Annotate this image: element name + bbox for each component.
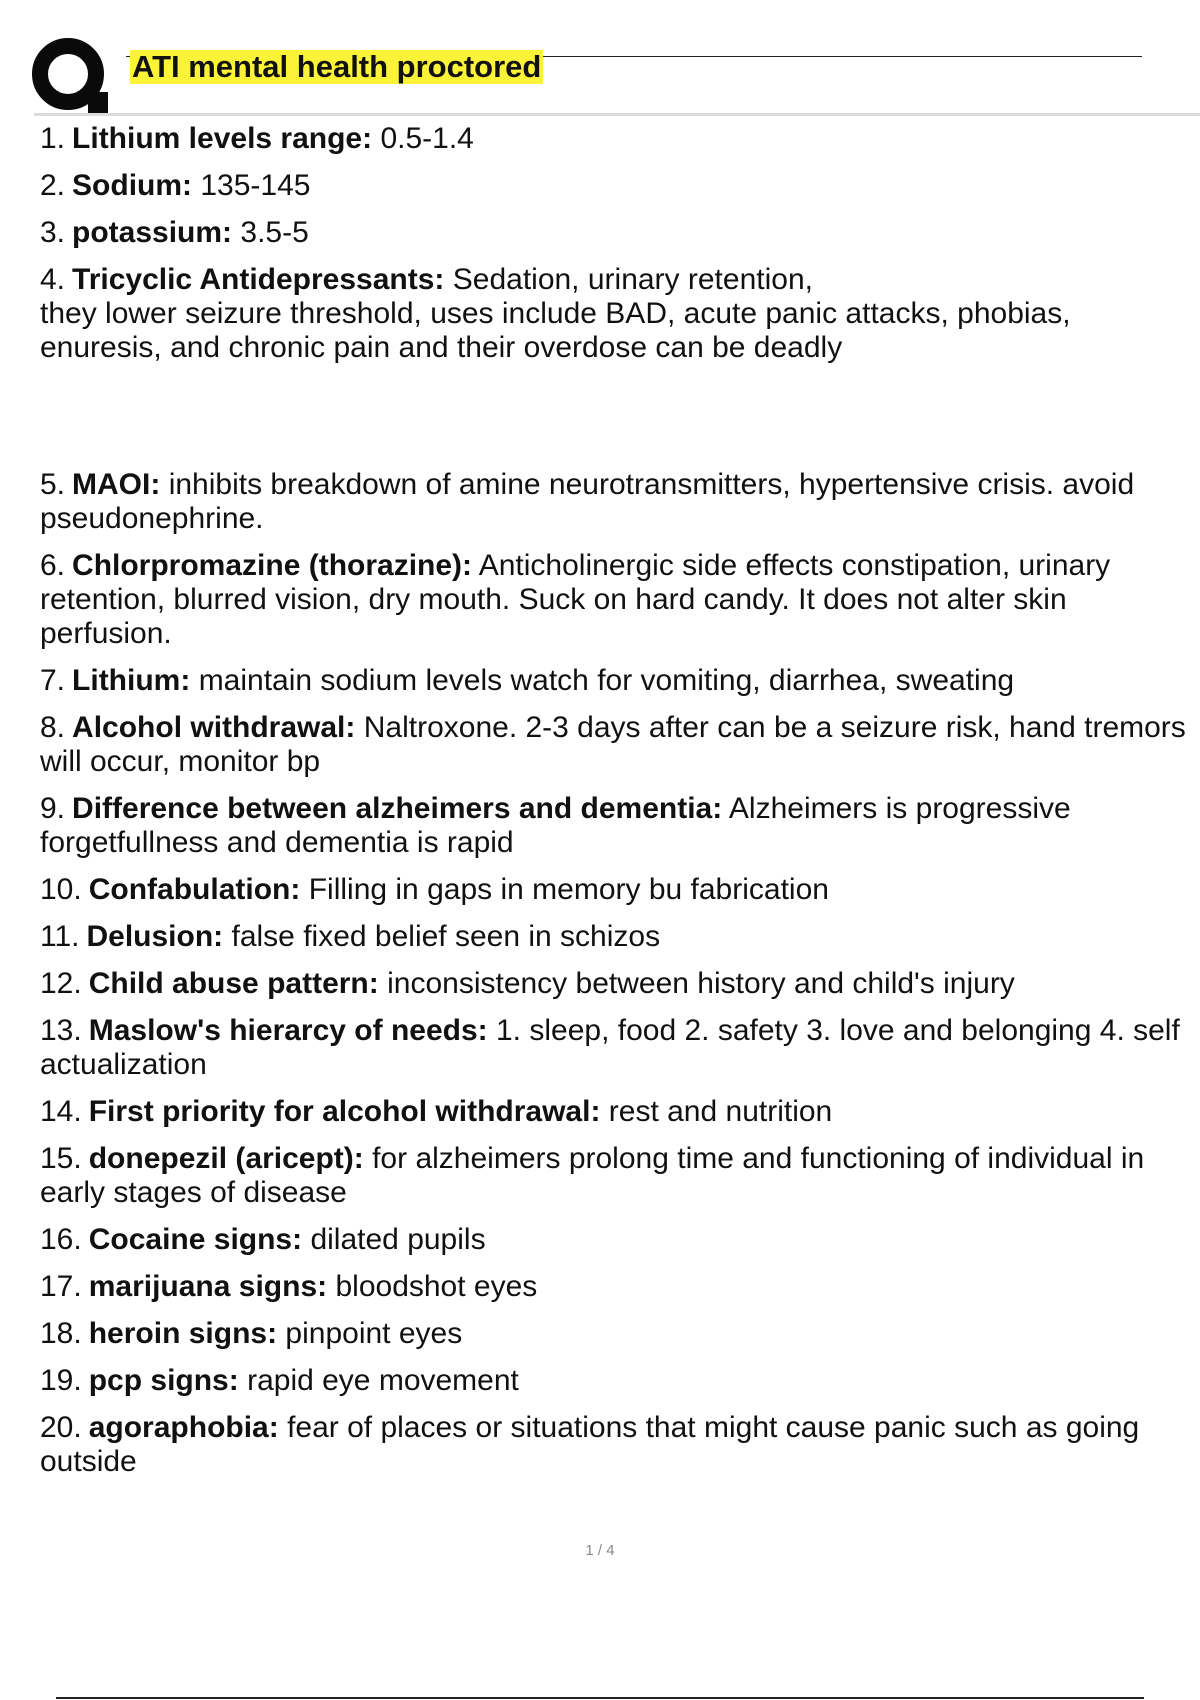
item-number: 3. — [40, 216, 66, 249]
item-term: agoraphobia: — [88, 1411, 279, 1444]
list-item — [40, 873, 1192, 907]
item-definition: dilated pupils — [310, 1223, 486, 1256]
item-term: Sodium: — [72, 169, 193, 202]
item-term: donepezil (aricept): — [88, 1142, 364, 1175]
item-definition: Sedation, urinary retention, they lower seizure threshold, uses include BAD, acute panic attacks, phobias, enuresis, and chronic pain and their overdose can be deadly — [40, 263, 1071, 364]
header-divider — [34, 113, 1200, 116]
item-term: Lithium: — [72, 664, 191, 697]
item-term: pcp signs: — [88, 1364, 239, 1397]
item-number: 11. — [40, 920, 80, 953]
list-item — [40, 1317, 1192, 1351]
list-item — [40, 1223, 1192, 1257]
item-term: Chlorpromazine (thorazine): — [72, 549, 473, 582]
item-number: 9. — [40, 792, 66, 825]
item-term: First priority for alcohol withdrawal: — [88, 1095, 601, 1128]
page-number: 1 / 4 — [585, 1542, 615, 1559]
item-number: 4. — [40, 263, 66, 296]
item-definition: 0.5-1.4 — [380, 122, 474, 155]
item-definition: Alzheimers is progressive forgetfullness and dementia is rapid — [40, 792, 1071, 859]
item-number: 19. — [40, 1364, 82, 1397]
list-item — [40, 549, 1192, 651]
list-item — [40, 1014, 1192, 1082]
item-definition: inconsistency between history and child's injury — [387, 967, 1015, 1000]
item-definition: 1. sleep, food 2. safety 3. love and belonging 4. self actualization — [40, 1014, 1180, 1081]
list-item — [40, 1095, 1192, 1129]
item-term: marijuana signs: — [88, 1270, 328, 1303]
item-number: 1. — [40, 122, 66, 155]
list-item — [40, 711, 1192, 779]
item-number: 15. — [40, 1142, 82, 1175]
item-definition: Filling in gaps in memory bu fabrication — [308, 873, 829, 906]
item-number: 16. — [40, 1223, 82, 1256]
list-item — [40, 263, 1192, 365]
item-term: Alcohol withdrawal: — [72, 711, 356, 744]
list-item — [40, 122, 1192, 156]
item-number: 13. — [40, 1014, 82, 1047]
document-title: ATI mental health proctored — [132, 49, 542, 84]
item-number: 12. — [40, 967, 82, 1000]
list-item — [40, 920, 1192, 954]
list-item — [40, 169, 1192, 203]
item-definition: rapid eye movement — [247, 1364, 519, 1397]
item-number: 8. — [40, 711, 66, 744]
footer-rule — [56, 1697, 1144, 1699]
item-number: 17. — [40, 1270, 82, 1303]
item-number: 5. — [40, 468, 66, 501]
item-definition: 135-145 — [200, 169, 311, 202]
flashcard-list — [40, 122, 1192, 1492]
item-definition: maintain sodium levels watch for vomiting, diarrhea, sweating — [198, 664, 1015, 697]
item-term: Maslow's hierarcy of needs: — [88, 1014, 488, 1047]
item-term: Delusion: — [86, 920, 224, 953]
item-term: Cocaine signs: — [88, 1223, 303, 1256]
item-number: 14. — [40, 1095, 82, 1128]
item-term: potassium: — [72, 216, 233, 249]
list-item — [40, 1411, 1192, 1479]
item-definition: pinpoint eyes — [285, 1317, 463, 1350]
item-number: 18. — [40, 1317, 82, 1350]
list-item — [40, 664, 1192, 698]
item-definition: inhibits breakdown of amine neurotransmitters, hypertensive crisis. avoid pseudonephrine. — [40, 468, 1135, 535]
item-definition: rest and nutrition — [608, 1095, 833, 1128]
item-definition: false fixed belief seen in schizos — [231, 920, 661, 953]
item-number: 10. — [40, 873, 82, 906]
item-number: 6. — [40, 549, 66, 582]
list-item — [40, 216, 1192, 250]
item-term: Difference between alzheimers and dementia: — [72, 792, 723, 825]
item-term: Tricyclic Antidepressants: — [72, 263, 445, 296]
item-definition: bloodshot eyes — [335, 1270, 538, 1303]
item-term: heroin signs: — [88, 1317, 278, 1350]
q-logo-icon — [30, 34, 112, 116]
item-term: Confabulation: — [88, 873, 301, 906]
list-item — [40, 1364, 1192, 1398]
list-item — [40, 1142, 1192, 1210]
document-header — [0, 0, 1200, 120]
item-definition: Naltroxone. 2-3 days after can be a seizure risk, hand tremors will occur, monitor bp — [40, 711, 1186, 778]
item-definition: fear of places or situations that might cause panic such as going outside — [40, 1411, 1140, 1478]
item-definition: for alzheimers prolong time and functioning of individual in early stages of disease — [40, 1142, 1145, 1209]
list-item — [40, 967, 1192, 1001]
item-number: 2. — [40, 169, 66, 202]
list-item — [40, 792, 1192, 860]
item-term: Child abuse pattern: — [88, 967, 379, 1000]
item-number: 20. — [40, 1411, 82, 1444]
item-term: MAOI: — [72, 468, 161, 501]
list-item — [40, 468, 1192, 536]
item-definition: Anticholinergic side effects constipation, urinary retention, blurred vision, dry mouth. Suck on hard candy. It does not alter skin perfusion. — [40, 549, 1111, 650]
item-term: Lithium levels range: — [72, 122, 373, 155]
list-item — [40, 1270, 1192, 1304]
item-number: 7. — [40, 664, 66, 697]
item-definition: 3.5-5 — [240, 216, 309, 249]
